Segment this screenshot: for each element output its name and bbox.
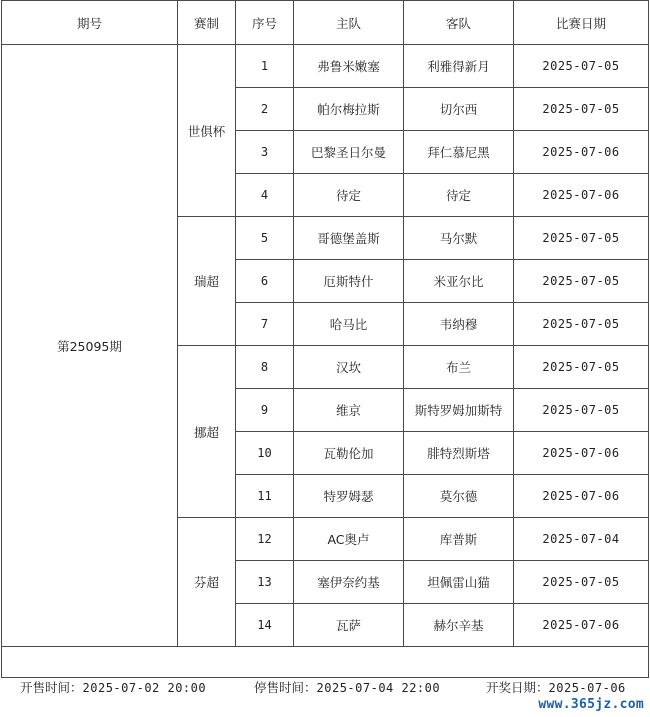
home-team: 弗鲁米嫩塞 [294,45,404,88]
match-date: 2025-07-05 [514,45,649,88]
home-team: 巴黎圣日尔曼 [294,131,404,174]
away-team: 腓特烈斯塔 [404,432,514,475]
header-competition: 赛制 [178,1,236,45]
header-away: 客队 [404,1,514,45]
match-date: 2025-07-06 [514,174,649,217]
header-row [2,1,649,45]
away-team: 斯特罗姆加斯特 [404,389,514,432]
away-team: 马尔默 [404,217,514,260]
match-date: 2025-07-06 [514,604,649,647]
sale-stop [254,678,440,696]
sale-start [20,678,206,696]
away-team: 韦纳穆 [404,303,514,346]
sale-info-footer [0,676,650,696]
match-no: 7 [236,303,294,346]
match-date: 2025-07-05 [514,88,649,131]
match-no: 9 [236,389,294,432]
sale-stop-value: 2025-07-04 22:00 [316,681,441,695]
match-date: 2025-07-05 [514,561,649,604]
competition-cell: 瑞超 [178,217,236,346]
match-no: 3 [236,131,294,174]
match-date: 2025-07-05 [514,303,649,346]
home-team: 塞伊奈约基 [294,561,404,604]
away-team: 赫尔辛基 [404,604,514,647]
match-no: 6 [236,260,294,303]
match-no: 1 [236,45,294,88]
away-team: 利雅得新月 [404,45,514,88]
sale-stop-label: 停售时间： [254,680,317,695]
away-team: 米亚尔比 [404,260,514,303]
away-team: 库普斯 [404,518,514,561]
home-team: 待定 [294,174,404,217]
competition-cell: 世俱杯 [178,45,236,217]
header-period: 期号 [2,1,178,45]
match-date: 2025-07-05 [514,389,649,432]
period-cell: 第25095期 [2,45,178,647]
schedule-table [1,0,649,678]
match-no: 4 [236,174,294,217]
match-no: 13 [236,561,294,604]
away-team: 拜仁慕尼黑 [404,131,514,174]
site-watermark: www.365jz.com [538,697,644,712]
draw-date [486,678,626,696]
blank-row [2,647,649,678]
sale-start-label: 开售时间： [20,680,83,695]
home-team: 瓦勒伦加 [294,432,404,475]
match-no: 14 [236,604,294,647]
match-no: 10 [236,432,294,475]
match-date: 2025-07-04 [514,518,649,561]
away-team: 布兰 [404,346,514,389]
match-no: 11 [236,475,294,518]
sale-start-value: 2025-07-02 20:00 [82,681,207,695]
away-team: 莫尔德 [404,475,514,518]
home-team: 帕尔梅拉斯 [294,88,404,131]
home-team: AC奥卢 [294,518,404,561]
home-team: 哥德堡盖斯 [294,217,404,260]
competition-cell: 芬超 [178,518,236,647]
competition-cell: 挪超 [178,346,236,518]
match-date: 2025-07-05 [514,260,649,303]
match-no: 2 [236,88,294,131]
away-team: 待定 [404,174,514,217]
draw-date-value: 2025-07-06 [548,681,626,695]
header-date: 比赛日期 [514,1,649,45]
match-date: 2025-07-06 [514,131,649,174]
match-no: 5 [236,217,294,260]
draw-date-label: 开奖日期： [486,680,549,695]
match-date: 2025-07-06 [514,432,649,475]
home-team: 特罗姆瑟 [294,475,404,518]
away-team: 坦佩雷山猫 [404,561,514,604]
away-team: 切尔西 [404,88,514,131]
home-team: 哈马比 [294,303,404,346]
header-home: 主队 [294,1,404,45]
match-date: 2025-07-06 [514,475,649,518]
home-team: 维京 [294,389,404,432]
match-no: 8 [236,346,294,389]
home-team: 汉坎 [294,346,404,389]
header-index: 序号 [236,1,294,45]
match-no: 12 [236,518,294,561]
home-team: 厄斯特什 [294,260,404,303]
home-team: 瓦萨 [294,604,404,647]
match-date: 2025-07-05 [514,217,649,260]
match-date: 2025-07-05 [514,346,649,389]
blank-cell [2,647,649,678]
table-row [2,45,649,88]
